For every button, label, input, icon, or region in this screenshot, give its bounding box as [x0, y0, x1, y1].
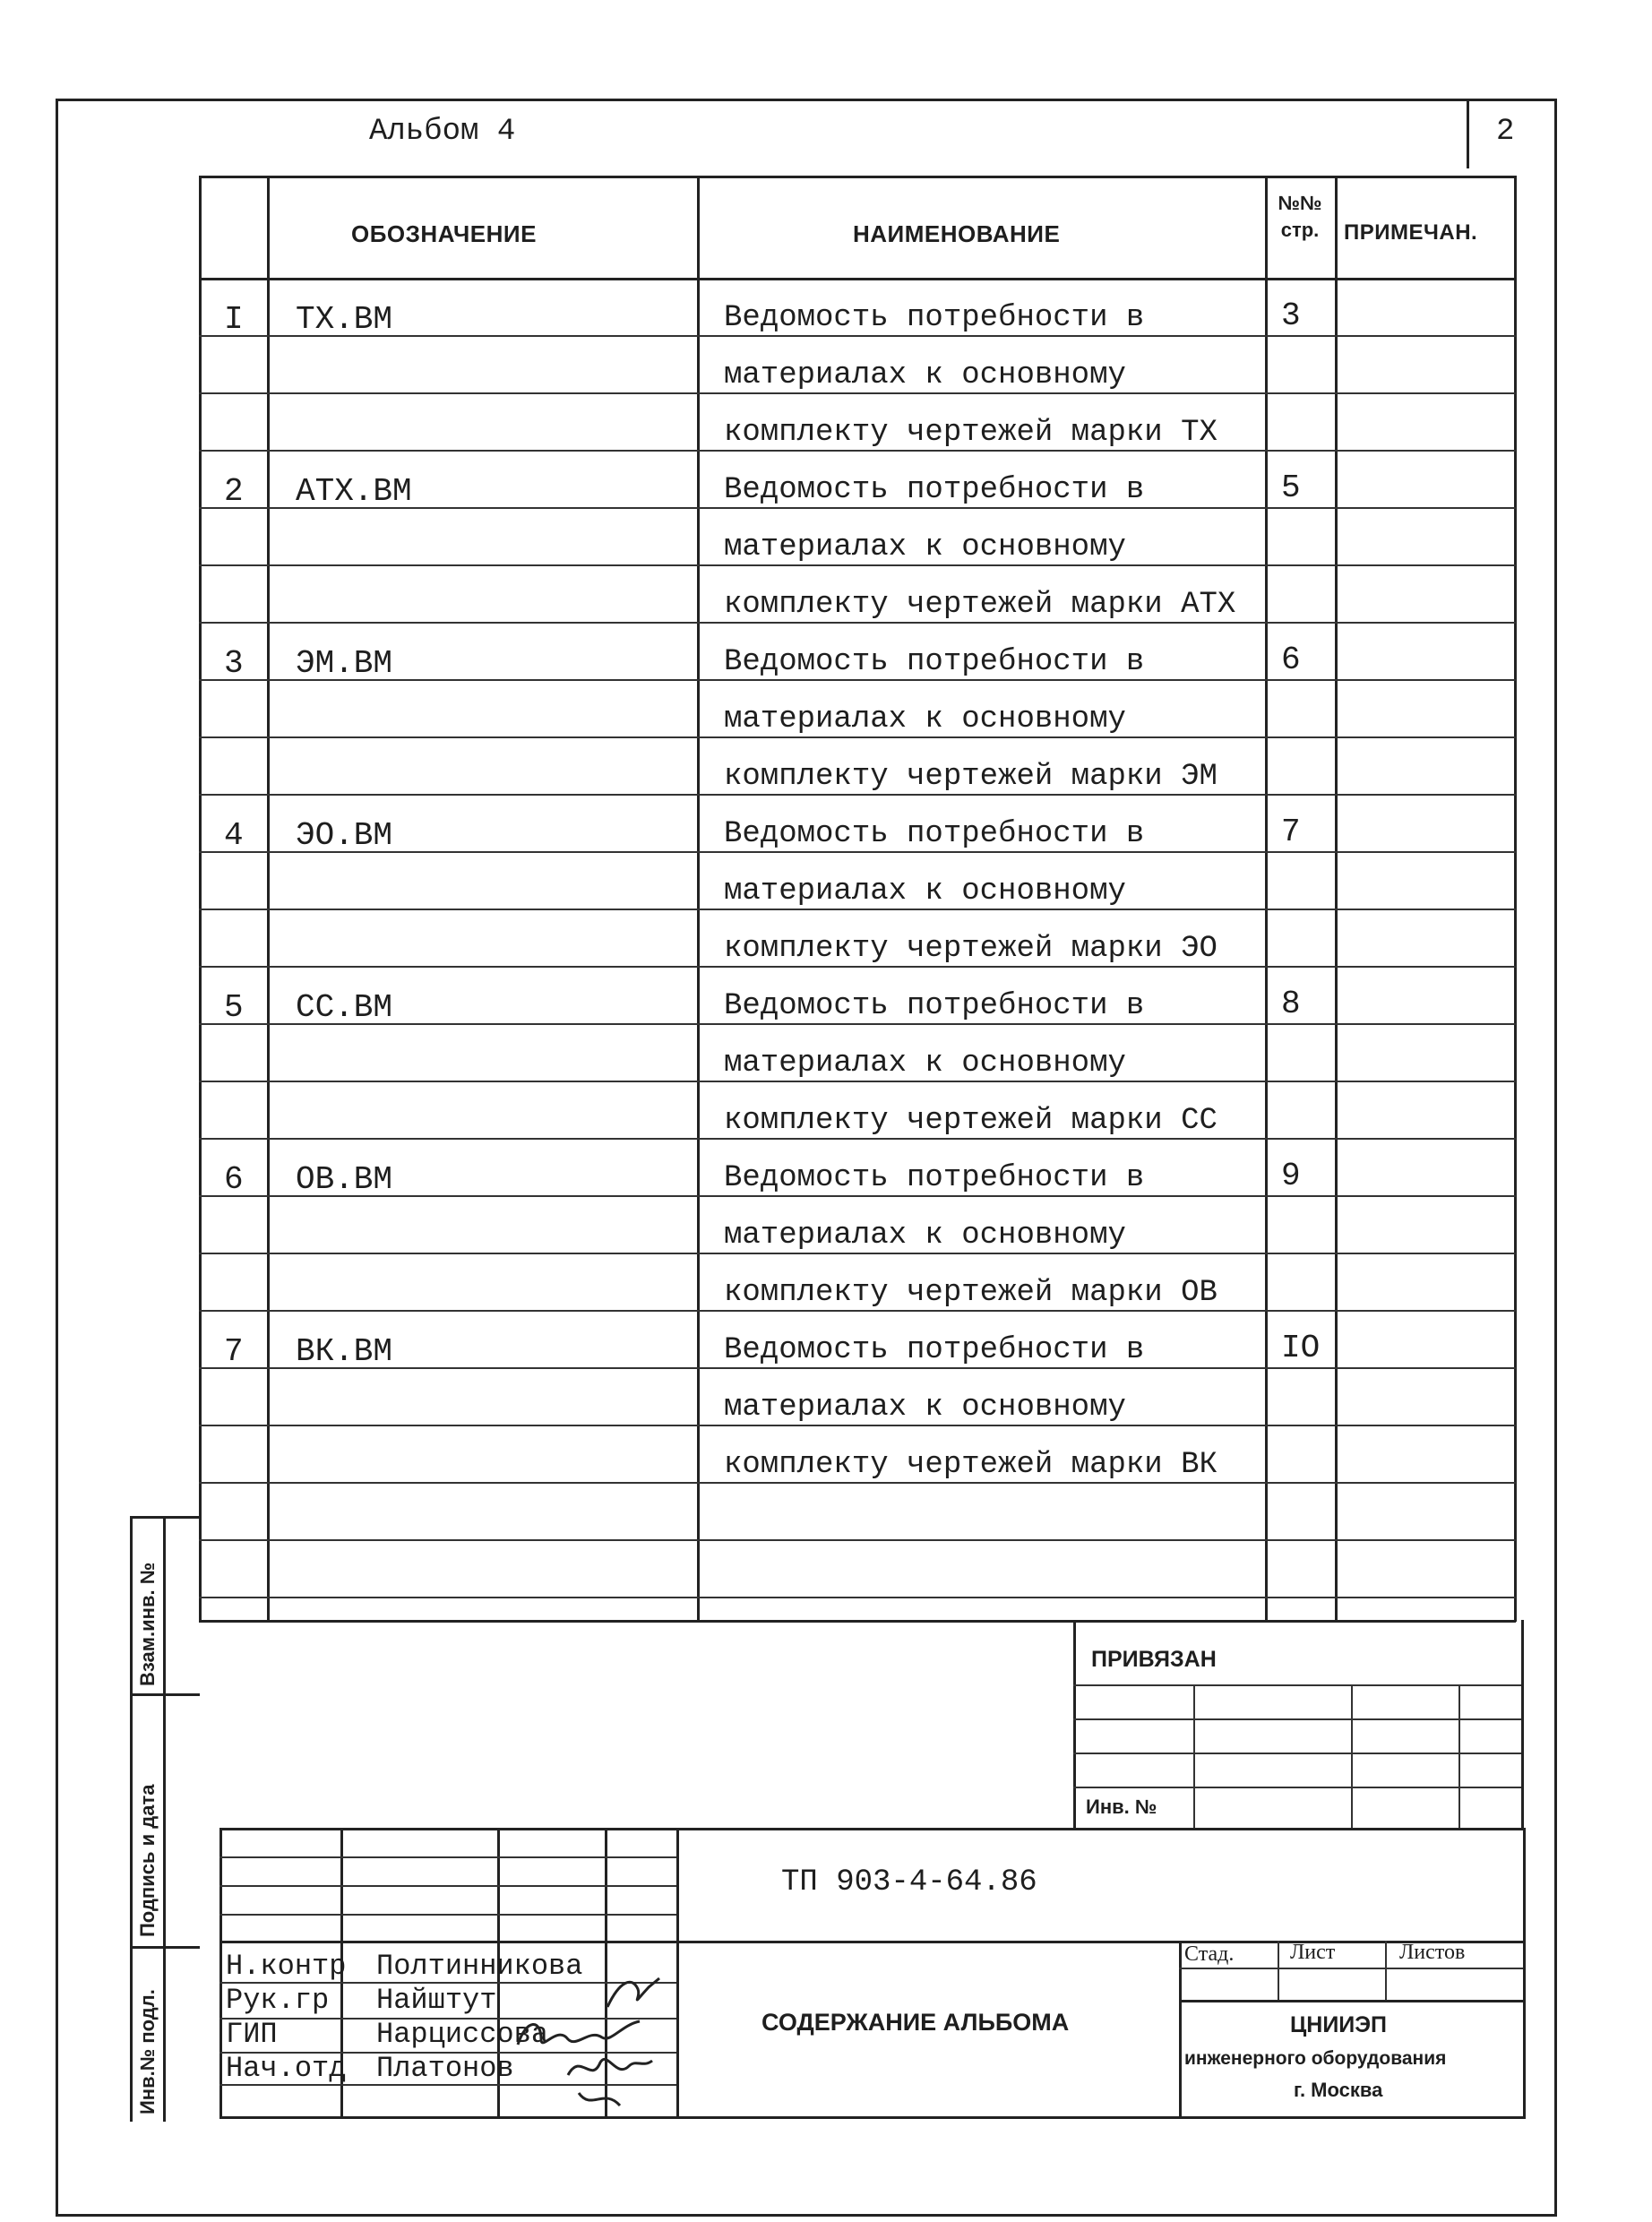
album-label: Альбом 4: [369, 115, 516, 149]
row-name-line-2: материалах к основному: [724, 1219, 1126, 1253]
binding-col-3: [1458, 1684, 1460, 1830]
project-code: ТП 903-4-64.86: [781, 1865, 1037, 1899]
row-separator: [199, 1482, 1516, 1484]
row-page: 9: [1281, 1158, 1301, 1194]
col-header-note: ПРИМЕЧАН.: [1344, 220, 1478, 245]
row-code: АТХ.ВМ: [296, 473, 412, 510]
staff-role: Нач.отд: [226, 2052, 347, 2085]
stage-row-sep: [1179, 1968, 1523, 1969]
row-code: ВК.ВМ: [296, 1333, 393, 1370]
row-name-line-1: Ведомость потребности в: [724, 989, 1145, 1023]
signature-1: [602, 1971, 674, 2016]
titleblock-grid-a: [219, 1856, 676, 1858]
stamp-left-border: [130, 1516, 133, 2122]
sheet-number-divider: [1467, 99, 1469, 168]
row-name-line-3: комплекту чертежей марки АТХ: [724, 588, 1236, 622]
stamp-top: [130, 1516, 200, 1519]
binding-grid-4: [1073, 1787, 1521, 1788]
row-separator: [199, 736, 1516, 738]
stage-col-1: [1278, 1941, 1279, 2000]
row-page: IO: [1281, 1330, 1321, 1366]
col-header-designation: ОБОЗНАЧЕНИЕ: [351, 220, 537, 247]
row-code: СС.ВМ: [296, 989, 393, 1026]
binding-grid-1: [1073, 1684, 1521, 1686]
row-name-line-1: Ведомость потребности в: [724, 645, 1145, 679]
row-separator: [199, 622, 1516, 624]
row-separator: [199, 1367, 1516, 1369]
row-separator: [199, 851, 1516, 853]
organization-name: ЦНИИЭП: [1290, 2012, 1388, 2037]
binding-title: ПРИВЯЗАН: [1091, 1647, 1217, 1672]
document-title: СОДЕРЖАНИЕ АЛЬБОМА: [761, 2009, 1070, 2036]
row-number: I: [224, 301, 244, 338]
organization-subtitle: инженерного оборудования: [1184, 2048, 1447, 2069]
titleblock-right: [1523, 1828, 1526, 2119]
stamp-inner-border: [163, 1516, 166, 2122]
row-code: ТХ.ВМ: [296, 301, 393, 338]
signature-4: [573, 2084, 627, 2116]
row-separator: [199, 335, 1516, 337]
label-replace-inv: Взам.инв. №: [136, 1562, 159, 1686]
row-name-line-3: комплекту чертежей марки ВК: [724, 1448, 1217, 1482]
row-separator: [199, 1425, 1516, 1426]
binding-grid-3: [1073, 1753, 1521, 1754]
staff-role: ГИП: [226, 2018, 278, 2051]
row-separator: [199, 679, 1516, 681]
row-separator: [199, 450, 1516, 452]
binding-inv-label: Инв. №: [1086, 1796, 1157, 1818]
row-page: 5: [1281, 469, 1301, 506]
row-code: ЭМ.ВМ: [296, 645, 393, 682]
row-number: 7: [224, 1333, 244, 1370]
stage-block-sep: [1179, 2000, 1523, 2002]
organization-city: г. Москва: [1294, 2079, 1383, 2101]
binding-grid-2: [1073, 1718, 1521, 1720]
label-sign-date: Подпись и дата: [136, 1784, 159, 1937]
row-separator: [199, 1253, 1516, 1254]
row-name-line-2: материалах к основному: [724, 874, 1126, 909]
binding-col-1: [1193, 1684, 1195, 1830]
staff-role: Н.контр: [226, 1950, 347, 1983]
row-number: 5: [224, 989, 244, 1026]
table-top-border: [199, 176, 1516, 178]
row-separator: [199, 794, 1516, 796]
row-name-line-2: материалах к основному: [724, 1046, 1126, 1081]
sheet-number: 2: [1496, 115, 1515, 149]
row-separator: [199, 1195, 1516, 1197]
staff-name: Нарциссова: [376, 2018, 549, 2051]
titleblock-grid-c: [219, 1914, 676, 1916]
binding-right-border: [1521, 1620, 1524, 1830]
binding-left-border: [1073, 1620, 1076, 1830]
row-number: 2: [224, 473, 244, 510]
row-name-line-3: комплекту чертежей марки ОВ: [724, 1276, 1217, 1310]
row-page: 8: [1281, 986, 1301, 1022]
staff-name: Полтинникова: [376, 1950, 583, 1983]
staff-role: Рук.гр: [226, 1984, 330, 2017]
row-name-line-2: материалах к основному: [724, 702, 1126, 736]
col-header-name: НАИМЕНОВАНИЕ: [853, 220, 1061, 247]
row-name-line-1: Ведомость потребности в: [724, 1161, 1145, 1195]
row-separator: [199, 564, 1516, 566]
row-name-line-2: материалах к основному: [724, 530, 1126, 564]
row-name-line-3: комплекту чертежей марки СС: [724, 1104, 1217, 1138]
row-separator: [199, 1081, 1516, 1082]
titleblock-bottom: [219, 2116, 1526, 2119]
binding-col-2: [1351, 1684, 1353, 1830]
label-orig-inv: Инв.№ подл.: [136, 1989, 159, 2114]
row-code: ОВ.ВМ: [296, 1161, 393, 1198]
row-page: 7: [1281, 814, 1301, 850]
row-name-line-3: комплекту чертежей марки ТХ: [724, 416, 1217, 450]
row-name-line-3: комплекту чертежей марки ЭО: [724, 932, 1217, 966]
row-name-line-1: Ведомость потребности в: [724, 817, 1145, 851]
row-page: 6: [1281, 642, 1301, 678]
row-name-line-1: Ведомость потребности в: [724, 1333, 1145, 1367]
row-name-line-2: материалах к основному: [724, 358, 1126, 392]
sheets-label: Листов: [1399, 1941, 1466, 1964]
titleblock-grid-b: [219, 1885, 676, 1887]
row-separator: [199, 909, 1516, 910]
row-name-line-2: материалах к основному: [724, 1391, 1126, 1425]
row-name-line-1: Ведомость потребности в: [724, 301, 1145, 335]
row-separator: [199, 1138, 1516, 1140]
sheet-label: Лист: [1290, 1941, 1336, 1964]
row-separator: [199, 392, 1516, 394]
row-name-line-1: Ведомость потребности в: [724, 473, 1145, 507]
titleblock-staff-col-4: [676, 1828, 679, 2119]
row-separator-empty: [199, 1539, 1516, 1541]
stage-label: Стад.: [1184, 1942, 1235, 1966]
row-separator-empty: [199, 1597, 1516, 1598]
row-number: 3: [224, 645, 244, 682]
table-bottom-border: [199, 1620, 1516, 1623]
titleblock-top: [219, 1828, 1526, 1830]
row-separator: [199, 966, 1516, 968]
staff-name: Найштут: [376, 1984, 497, 2017]
titleblock-left: [219, 1828, 222, 2119]
stamp-sep-1: [130, 1693, 200, 1696]
row-separator: [199, 1310, 1516, 1312]
staff-name: Платонов: [376, 2052, 514, 2085]
row-page: 3: [1281, 297, 1301, 334]
row-number: 4: [224, 817, 244, 854]
row-code: ЭО.ВМ: [296, 817, 393, 854]
row-separator: [199, 1023, 1516, 1025]
stage-col-2: [1385, 1941, 1387, 2000]
row-number: 6: [224, 1161, 244, 1198]
col-header-page: №№ стр.: [1278, 192, 1322, 241]
stamp-sep-2: [130, 1946, 200, 1949]
row-name-line-3: комплекту чертежей марки ЭМ: [724, 760, 1217, 794]
table-header-bottom: [199, 278, 1516, 280]
